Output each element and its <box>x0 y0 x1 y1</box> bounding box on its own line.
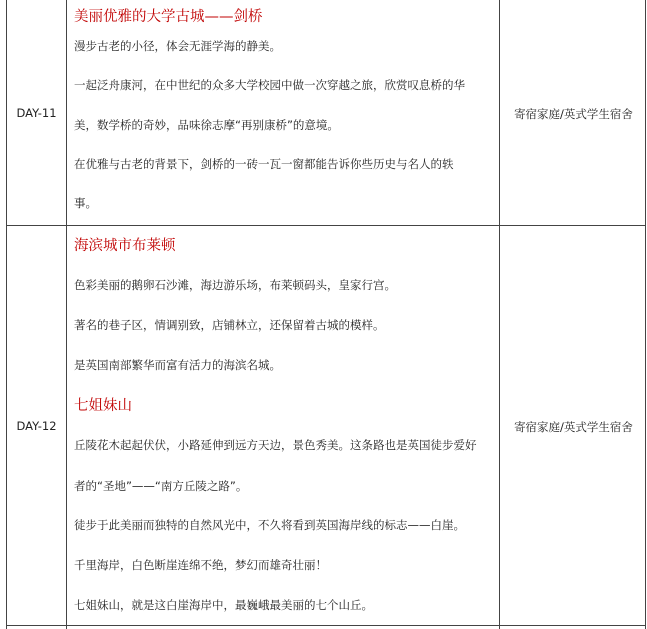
text-line: 丘陵花木起起伏伏，小路延伸到远方天边，景色秀美。这条路也是英国徒步爱好 <box>74 438 477 452</box>
table-border-col2 <box>499 0 500 629</box>
section-heading-seven-sisters: 七姐妹山 <box>74 398 132 414</box>
text-line: 者的“圣地”——“南方丘陵之路”。 <box>74 479 248 493</box>
text-line: 色彩美丽的鹅卵石沙滩，海边游乐场，布莱顿码头，皇家行宫。 <box>74 278 396 292</box>
table-border-left <box>6 0 7 629</box>
text-line: 七姐妹山，就是这白崖海岸中，最巍峨最美丽的七个山丘。 <box>74 598 373 612</box>
section-heading-brighton: 海滨城市布莱顿 <box>74 238 176 254</box>
text-line: 事。 <box>74 196 97 210</box>
day-label-12: DAY-12 <box>16 419 57 433</box>
text-line: 著名的巷子区，情调别致，店铺林立，还保留着古城的模样。 <box>74 318 385 332</box>
text-line: 一起泛舟康河，在中世纪的众多大学校园中做一次穿越之旅，欣赏叹息桥的华 <box>74 78 465 92</box>
text-line: 在优雅与古老的背景下，剑桥的一砖一瓦一窗都能告诉你些历史与名人的轶 <box>74 157 454 171</box>
day-label-11: DAY-11 <box>16 106 57 120</box>
text-line: 漫步古老的小径，体会无涯学海的静美。 <box>74 39 281 53</box>
text-line: 美，数学桥的奇妙，品味徐志摩“再别康桥”的意境。 <box>74 118 339 132</box>
table-border-right <box>645 0 646 629</box>
text-line: 徒步于此美丽而独特的自然风光中，不久将看到英国海岸线的标志——白崖。 <box>74 518 465 532</box>
accommodation-11: 寄宿家庭/英式学生宿舍 <box>514 107 633 121</box>
text-line: 是英国南部繁华而富有活力的海滨名城。 <box>74 358 281 372</box>
row-divider <box>6 225 646 226</box>
section-heading-cambridge: 美丽优雅的大学古城——剑桥 <box>74 9 263 25</box>
text-line: 千里海岸，白色断崖连绵不绝，梦幻而雄奇壮丽！ <box>74 558 327 572</box>
accommodation-12: 寄宿家庭/英式学生宿舍 <box>514 420 633 434</box>
table-border-col1 <box>66 0 67 629</box>
row-divider-bottom <box>6 625 646 626</box>
